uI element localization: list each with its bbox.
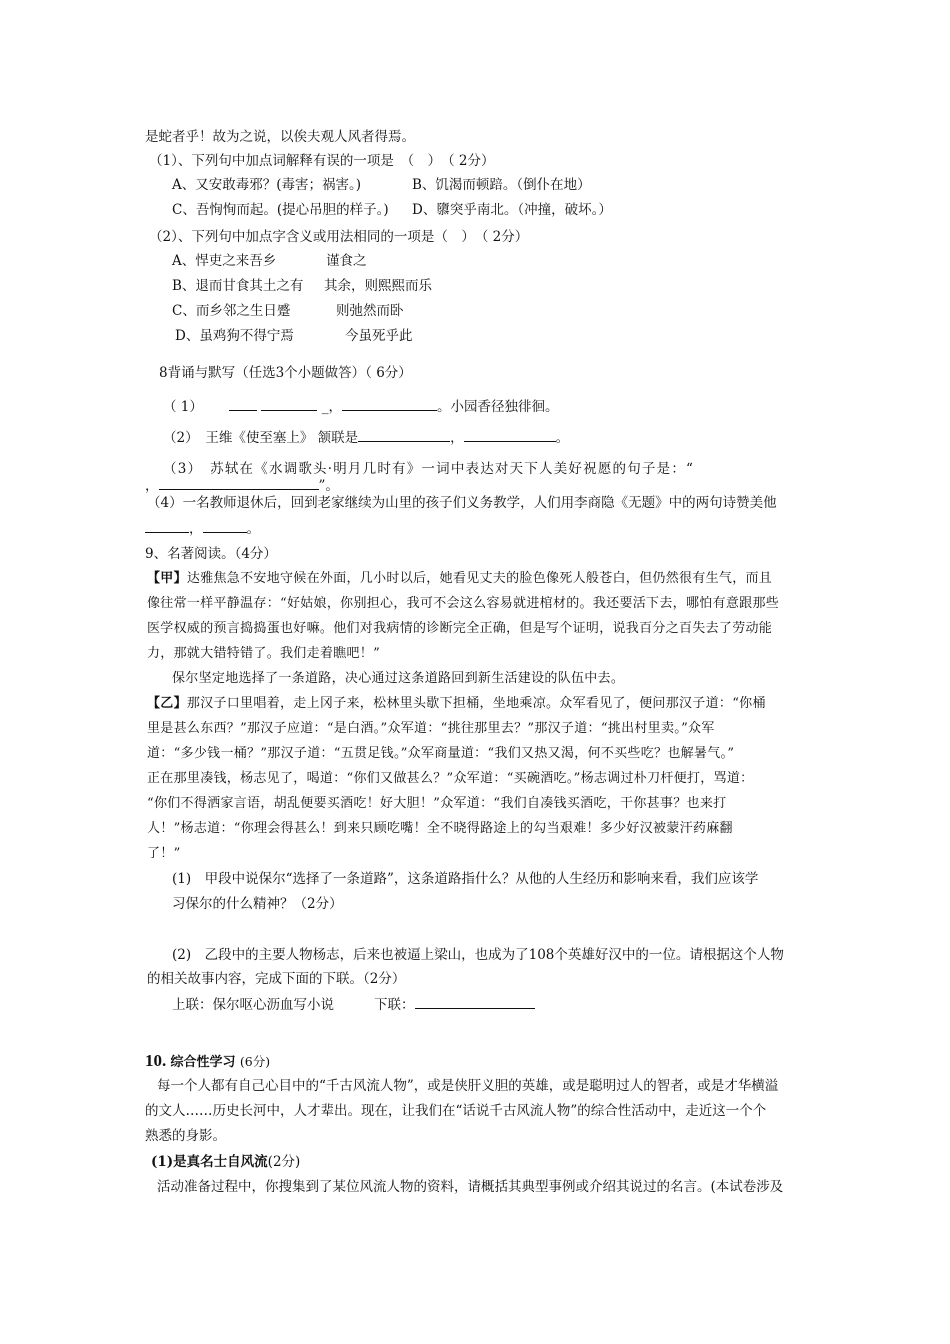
option-b: B、饥渴而顿踣。（倒仆在地） [412,177,591,193]
answer-blank[interactable] [358,428,450,442]
paragraph-line: 的文人……历史长河中，人才辈出。现在，让我们在“话说千古风流人物”的综合性活动中，走近这一个个 [145,1103,767,1119]
passage-label: 【甲】 [147,571,187,586]
option-c-pair: 则弛然而卧 [336,303,404,319]
question-9-2: (2) 乙段中的主要人物杨志，后来也被逼上梁山，也成为了108个英雄好汉中的一位。请根据这个人物 [172,947,784,963]
question-10-title [145,1050,270,1074]
passage-line: 人！”杨志道：“你理会得甚么！到来只顾吃嘴！全不晓得路途上的勾当艰难！多少好汉被蒙汗药麻翻 [147,821,733,836]
option-c: C、而乡邻之生日蹙 [172,303,291,319]
question-10-1: (1)是真名士自风流(2分) [151,1154,301,1170]
passage-line: 正在那里凑钱，杨志见了，喝道：“你们又做甚么？”众军道：“买碗酒吃。”杨志调过朴刀杆便打，骂道： [147,771,754,786]
question-8-4-answer: ， 。 [145,519,260,538]
question-8-3-answer: ， ”。 [145,478,339,494]
couplet-upper: 上联：保尔呕心沥血写小说 [172,997,334,1013]
paragraph-line: 熟悉的身影。 [145,1128,226,1144]
question-8-title: 8背诵与默写（任选3个小题做答）（ 6分） [159,365,412,381]
question-number: 10. [145,1051,167,1070]
paragraph-line: 活动准备过程中，你搜集到了某位风流人物的资料，请概括其典型事例或介绍其说过的名言。(本试卷涉及 [157,1179,784,1195]
answer-blank[interactable] [159,476,319,490]
couplet-lower-label: 下联： [374,997,415,1013]
option-a-pair: 谨食之 [326,253,367,269]
option-d: D、隳突乎南北。（冲撞，破坏。） [412,202,612,218]
question-7-2: （2）、下列句中加点字含义或用法相同的一项是（ ） （ 2分） [149,229,529,245]
question-8-2: （2） 王维《使至塞上》 颔联是 ， 。 [163,430,570,446]
passage-label: 【乙】 [147,696,187,711]
item-number: （ 1） [163,399,203,415]
subsection-title: 是真名士自风流 [173,1154,268,1170]
answer-blank[interactable] [342,397,437,411]
passage-line: 里是甚么东西？”那汉子应道：“是白酒。”众军道：“挑往那里去？”那汉子道：“挑出村里卖。”众军 [147,721,715,736]
question-title: 综合性学习 [170,1055,236,1070]
answer-blank[interactable] [145,519,189,533]
option-d: D、虽鸡狗不得宁焉 [175,328,294,344]
question-8-4: （4）一名教师退休后，回到老家继续为山里的孩子们义务教学，人们用李商隐《无题》中的两句诗赞美他 [147,495,777,511]
passage-jia: 【甲】达雅焦急不安地守候在外面，几小时以后，她看见丈夫的脸色像死人般苍白，但仍然很有生气，而且 [147,571,773,586]
question-9-2-cont: 的相关故事内容，完成下面的下联。（2分） [147,971,406,987]
question-8-3: （3） 苏轼在《水调歌头·明月几时有》一词中表达对天下人美好祝愿的句子是：“ [163,461,695,477]
question-8-1: （ 1） _， 。小园香径独徘徊。 [163,399,559,415]
passage-line: 医学权威的预言捣捣蛋也好嘛。他们对我病情的诊断完全正确，但是写个证明，说我百分之百失去了劳动能 [147,621,773,636]
answer-blank[interactable] [203,519,247,533]
question-7-1: （1）、下列句中加点词解释有误的一项是 （ ） （ 2分） [149,153,495,169]
passage-line: 道：“多少钱一桶？”那汉子道：“五贯足钱。”众军商量道：“我们又热又渴，何不买些吃？也解暑气。” [147,746,735,761]
passage-line: “你们不得洒家言语，胡乱便要买酒吃！好大胆！”众军道：“我们自凑钱买酒吃，干你甚事？也来打 [147,796,727,811]
couplet [172,995,535,1014]
answer-blank[interactable] [261,397,317,411]
question-9-title: 9、名著阅读。（4分） [145,546,277,562]
option-a: A、悍吏之来吾乡 [172,253,277,269]
option-a: A、又安敢毒邪？(毒害；祸害。) [172,177,362,193]
option-b: B、退而甘食其土之有 [172,278,304,294]
passage-line: 了！” [147,846,181,861]
question-9-1: (1) 甲段中说保尔“选择了一条道路”，这条道路指什么？从他的人生经历和影响来看，我们应该学 [172,871,759,887]
option-b-pair: 其余，则熙熙而乐 [324,278,432,294]
passage-yi: 【乙】那汉子口里唱着，走上冈子来，松林里头歇下担桶，坐地乘凉。众军看见了，便问那汉子道：“你桶 [147,696,766,711]
passage-line: 保尔坚定地选择了一条道路，决心通过这条道路回到新生活建设的队伍中去。 [172,671,625,686]
text-line: 是蛇者乎！故为之说，以俟夫观人风者得焉。 [145,129,415,145]
passage-line: 像往常一样平静温存：“好姑娘，你别担心，我可不会这么容易就进棺材的。我还要活下去，哪怕有意跟那些 [147,596,780,611]
question-score: (6分) [239,1054,271,1069]
answer-blank[interactable] [415,995,535,1009]
paragraph-line: 每一个人都有自己心目中的“千古风流人物”，或是侠肝义胆的英雄，或是聪明过人的智者，或是才华横溢 [157,1078,779,1094]
question-9-1-cont: 习保尔的什么精神？（2分） [172,896,343,912]
answer-blank[interactable] [229,397,257,411]
answer-blank[interactable] [464,428,556,442]
passage-line: 力，那就大错特错了。我们走着瞧吧！” [147,646,381,661]
option-c: C、吾恂恂而起。(提心吊胆的样子。) [172,202,389,218]
option-d-pair: 今虽死乎此 [345,328,413,344]
